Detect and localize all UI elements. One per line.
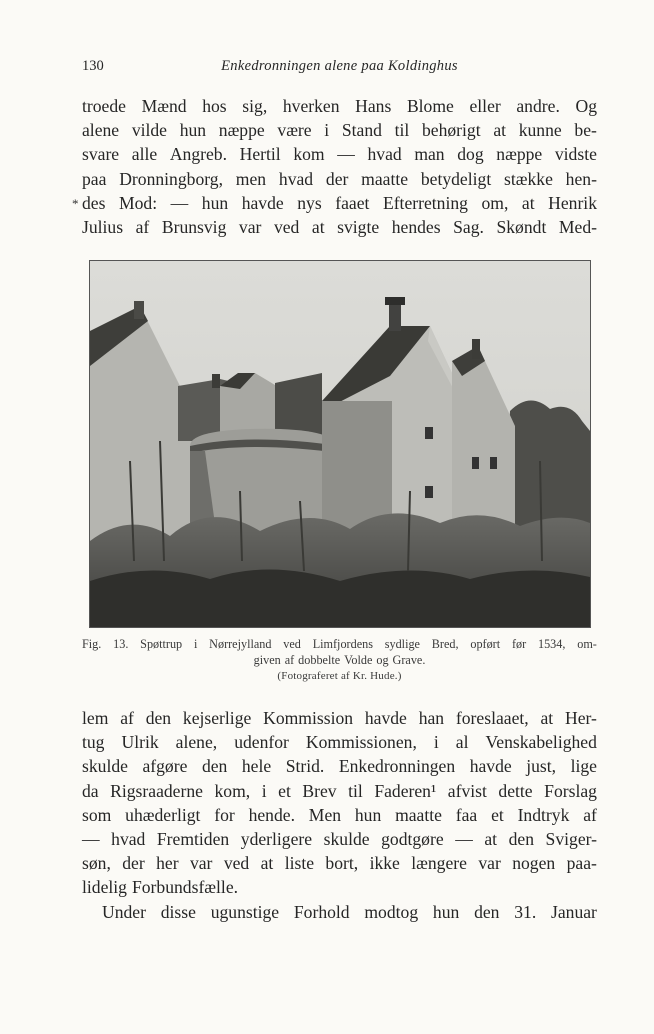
text-line [82,215,597,239]
word: sydlige [384,637,420,651]
word: Brunsvig [161,216,227,237]
word: af [135,216,150,237]
word: Sag. [453,216,484,237]
page-number: 130 [82,58,104,74]
word: maatte [395,804,442,825]
word: hvad [111,828,146,849]
text-line [82,142,597,166]
text-line [82,827,597,851]
word: 1534, [537,637,566,651]
word: hun [354,804,382,825]
text-line [82,779,597,803]
word: Angreb. [169,144,227,165]
word: næppe [218,120,265,141]
word: han [418,708,445,728]
figure-caption [82,637,597,685]
caption-line [82,637,597,653]
word: men [235,168,267,189]
word: Og [575,96,597,116]
word: alene [82,120,120,141]
word: hende. [248,804,295,825]
word: ved [223,853,250,874]
word: al [455,732,469,753]
word: længere [411,853,467,874]
word: Sviger- [545,828,597,849]
word: tug [82,732,105,753]
word: Brev [302,780,337,801]
word: Her- [565,708,597,728]
word: Efterretning [382,192,468,213]
word: var [238,216,262,237]
word: Hertil [239,144,281,165]
word: havde [469,756,512,777]
word: kejserlige [182,708,252,728]
word: Venskabelighed [485,732,597,753]
word: nogen [512,853,556,874]
word: om- [577,637,597,651]
word: Enkedronningen [338,756,456,777]
text-line [82,706,597,730]
word: uhæderligt [125,804,201,825]
word: sig, [242,96,268,116]
word: alle [131,144,158,165]
word: hvad [278,168,314,189]
word: afvist [447,780,487,801]
word: om, [481,192,509,213]
word: hun [179,120,207,141]
word: Skøndt [496,216,547,237]
text-line [82,167,597,191]
word: Ulrik [121,732,159,753]
word: være [277,120,312,141]
word: Stand [341,120,382,141]
word: dette [498,780,533,801]
text-line [82,900,597,924]
word: af [284,652,295,667]
text-line [82,851,597,875]
word: til [348,780,363,801]
word: at [521,192,535,213]
word: Med- [558,216,597,237]
word: paa [82,168,107,189]
text-line [82,94,597,118]
word: ved [273,216,300,237]
word: disse [160,901,196,922]
text-line [82,730,597,754]
word: svigte [337,216,380,237]
word: hendes [391,216,441,237]
word: liste [284,853,315,874]
paragraph-bottom [82,706,597,924]
word: den [474,901,500,922]
word: nys [297,192,322,213]
page-header [82,58,597,80]
word: — [337,144,355,165]
word: Mænd [141,96,187,116]
word: næppe [496,144,543,165]
word: i [433,732,439,753]
margin-mark: * [72,196,79,211]
word: bort, [325,853,359,874]
word: i [193,637,198,651]
word: udenfor [234,732,289,753]
word: man [414,144,445,165]
word: skulde [82,756,128,777]
word: at [260,853,274,874]
word: — [455,828,473,849]
word: lige [570,756,597,777]
word: kom [293,144,325,165]
word: ugunstige [210,901,280,922]
word: i [324,120,330,141]
word: des [82,192,106,213]
word: Faderen¹ [374,780,437,801]
text-line [82,191,597,215]
word: paa- [566,853,597,874]
word: at [311,216,325,237]
word: Kommission [263,708,354,728]
word: faaet [335,192,370,213]
word: afgøre [142,756,188,777]
word: Nørrejylland [209,637,272,651]
word: for [214,804,235,825]
word: af [120,708,134,728]
word: at [493,120,507,141]
word: — [170,192,189,213]
word: Blome [406,96,454,116]
word: yderligere [240,828,313,849]
word: Fremtiden [156,828,230,849]
word: lidelig [82,877,127,898]
word: ved [283,637,301,651]
word: der [122,853,145,874]
word: Dronningborg, [119,168,223,189]
word: Volde [344,652,373,667]
word: Mod: [118,192,158,213]
word: be- [574,120,597,141]
photo-credit: (Fotograferet af Kr. Hude.) [277,670,402,682]
word: Forslag [544,780,597,801]
word: ikke [369,853,400,874]
word: skulde [323,828,370,849]
word: som [82,804,112,825]
word: havde [241,192,284,213]
word: 31. [514,901,537,922]
word: før [511,637,527,651]
text-line [82,118,597,142]
word: alene, [175,732,218,753]
word: modtog [364,901,419,922]
word: hen- [565,168,597,189]
word: et [491,804,504,825]
word: faa [455,804,478,825]
word: hele [241,756,272,777]
word: Fig. [82,637,102,651]
word: Julius [82,216,124,237]
word: Forbundsfælle. [131,877,239,898]
word: foreslaaet, [455,708,529,728]
word: hverken [282,96,340,116]
castle-photograph [89,260,591,628]
word: i [261,780,267,801]
word: Forhold [293,901,350,922]
word: da [82,780,99,801]
word: hos [202,96,227,116]
word: Indtryk [517,804,570,825]
word: Bred, [431,637,459,651]
word: betydeligt [420,168,492,189]
word: af [583,804,597,825]
word: Hans [355,96,392,116]
word: stække [504,168,553,189]
word: Kommissionen, [305,732,417,753]
word: troede [82,96,126,116]
word: given [253,652,281,667]
word: at [484,828,498,849]
word: Limfjordens [312,637,373,651]
word: Strid. [285,756,325,777]
word: lem [82,708,109,728]
word: Henrik [548,192,597,213]
word: søn, [82,853,111,874]
caption-line [82,653,597,669]
word: og [376,652,389,667]
word: var [478,853,501,874]
word: andre. [516,96,560,116]
word: kom, [214,780,251,801]
word: vilde [131,120,167,141]
word: til [394,120,410,141]
word: svare [82,144,120,165]
word: havde [364,708,407,728]
word: dog [457,144,484,165]
word: Rigsraaderne [110,780,203,801]
word: var [189,853,213,874]
text-line [82,754,597,778]
word: eller [469,96,501,116]
running-title: Enkedronningen alene paa Koldinghus [221,58,458,74]
word: den [145,708,172,728]
word: her [156,853,179,874]
word: Januar [551,901,597,922]
word: godtgøre [381,828,444,849]
word: behørigt [421,120,481,141]
word: just, [526,756,557,777]
word: den [508,828,534,849]
word: — [82,828,100,849]
word: at [540,708,554,728]
word: hvad [367,144,402,165]
word: maatte [361,168,409,189]
word: hun [432,901,460,922]
word: Spøttrup [140,637,183,651]
word: kunne [518,120,562,141]
text-line [82,875,597,899]
word: Under [102,901,146,922]
word: et [278,780,291,801]
paragraph-top [82,94,597,239]
word: vidste [554,144,597,165]
word: Men [308,804,342,825]
word: dobbelte [298,652,341,667]
word: opført [470,637,501,651]
word: Grave. [392,652,426,667]
word: 13. [113,637,129,651]
word: der [325,168,349,189]
word: den [201,756,228,777]
text-line [82,803,597,827]
word: hun [201,192,229,213]
